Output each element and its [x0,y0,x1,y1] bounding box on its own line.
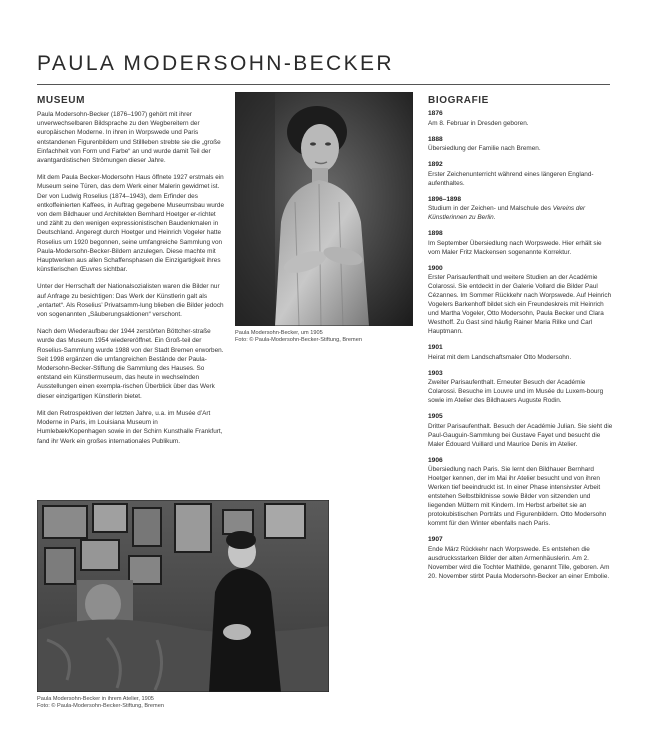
page-title: PAULA MODERSOHN-BECKER [37,52,394,75]
bio-year: 1898 [428,230,443,237]
bio-entry [428,344,613,362]
bio-entry [428,136,613,154]
bio-year: 1900 [428,264,443,272]
bio-entry [428,457,613,529]
title-rule [37,84,610,85]
bio-year: 1896–1898 [428,195,462,203]
bio-text: Übersiedlung der Familie nach Bremen. [428,145,541,152]
caption-line: Foto: © Paula-Modersohn-Becker-Stiftung, Bremen [37,703,164,710]
caption-line: Paula Modersohn-Becker, um 1905 [235,330,323,336]
bio-entry [428,196,613,223]
portrait-caption [235,330,362,345]
bio-text-plain: Studium in der Zeichen- und Malschule des [428,205,553,212]
bio-year: 1903 [428,369,443,377]
bio-year: 1901 [428,344,443,351]
bio-year: 1905 [428,413,443,420]
biografie-list [428,110,613,589]
bio-text: Im September Übersiedlung nach Worpswede. Hier erhält sie vom Maler Fritz Mackensen sogenannte Korrektur. [428,239,602,256]
atelier-photo [37,500,329,692]
museum-heading: MUSEUM [37,95,86,106]
atelier-caption [37,696,164,711]
bio-entry [428,110,613,128]
bio-year: 1888 [428,135,443,143]
bio-entry [428,370,613,406]
bio-entry [428,230,613,257]
bio-text [428,204,613,222]
museum-paragraph: Paula Modersohn-Becker (1876–1907) gehört mit ihrer unverwechselbaren Bildsprache zu den Wegbereitern der europäischen Moderne. In ihren in Worpswede und Paris entstandenen Figurenbildern und Stillleben strebte sie die „große Einfachheit von Form und Farbe“ an und wurde damit Teil der avantgardistischen Strömungen dieser Jahre. [37,111,221,165]
bio-entry [428,536,613,581]
bio-text: Am 8. Februar in Dresden geboren. [428,119,529,127]
bio-text-italic: Vereins der Künstlerinnen zu Berlin. [428,205,586,221]
bio-entry [428,413,613,449]
bio-text: Dritter Parisaufenthalt. Besuch der Académie Julian. Sie sieht die Paul-Gauguin-Sammlung bei Gustave Fayet und besucht die Maler Édouard Vuillard und Maurice Denis im Atelier. [428,422,613,448]
bio-text: Erster Zeichenunterricht während eines längeren England-aufenthaltes. [428,170,594,187]
caption-line: Paula Modersohn-Becker in ihrem Atelier, 1905 [37,696,154,702]
museum-text [37,110,227,454]
bio-year: 1906 [428,456,443,464]
bio-text: Erster Parisaufenthalt und weitere Studien an der Académie Colarossi. Sie entdeckt in der Galerie Vollard die Bilder Paul Cézannes. Im Sommer Rückkehr nach Worpswede. Auf Heinrich Vogelers Barkenhoff bildet sich ein Freundeskreis mit Heinrich und Martha Vogeler, Otto Modersohn, Paula Becker und Clara Westhoff. Zu Gast sind häufig Rainer Maria Rilke und Carl Hauptmann. [428,274,612,335]
caption-line: Foto: © Paula-Modersohn-Becker-Stiftung, Bremen [235,337,362,344]
bio-text: Übersiedlung nach Paris. Sie lernt den Bildhauer Bernhard Hoetger kennen, der im Mai ihr Atelier besucht und von ihren Werken tief beeindruckt ist. In einer Phase intensivster Arbeit entstehen Selbstbildnisse sowie Bilder von sitzenden und liegenden Müttern mit Kindern. Im Herbst arbeitet sie an protokubistischen Porträts und Figurenbildern. Otto Modersohn kommt für den Winter ebenfalls nach Paris. [428,466,607,527]
museum-paragraph: Unter der Herrschaft der Nationalsozialisten waren die Bilder nur auf Anfrage zu besichtigen: Das Werk der Künstlerin galt als „entartet“. Als Roselius’ Privatsamm-lung blieben die Bilder jedoch von sogenannten „Säuberungsaktionen“ verschont. [37,283,224,319]
bio-text: Heirat mit dem Landschaftsmaler Otto Modersohn. [428,353,572,361]
bio-entry [428,265,613,337]
bio-year: 1907 [428,536,443,543]
biografie-heading: BIOGRAFIE [428,95,489,106]
bio-entry [428,161,613,188]
museum-paragraph: Mit dem Paula Becker-Modersohn Haus öffnete 1927 erstmals ein Museum seine Türen, das dem Werk einer Malerin gewidmet ist. Der von Ludwig Roselius (1874–1943), dem Erfinder des entkoffeinierten Kaffees, in Auftrag gegebene Museumsbau wurde von dem Bildhauer und Architekten Bernhard Hoetger er-richtet und zählt zu den wenigen expressionistischen Baudenkmalen in Deutschland. Angeregt durch Hoetger und Heinrich Vogeler hatte Roselius um 1920 begonnen, seine umfangreiche Sammlung von Paula-Modersohn-Becker-Bildern anzulegen. Diese machte mit Hauptwerken aus allen Schaffensphasen die Einzigartigkeit ihres künstlerischen Œuvres sichtbar. [37,174,224,274]
museum-paragraph: Nach dem Wiederaufbau der 1944 zerstörten Böttcher-straße wurde das Museum 1954 wiedereröffnet. Ein Groß-teil der Roselius-Sammlung wurde 1988 von der Stadt Bremen erworben. Seit 1998 ergänzen die umfangreichen Bestände der Paula-Modersohn-Becker-Stiftung die Sammlung des Hauses. So entstand ein Künstlermuseum, das heute in wechselnden Ausstellungen einen exempla-rischen Überblick über das Werk dieser einzigartigen Künstlerin bietet. [37,328,224,400]
bio-text: Ende März Rückkehr nach Worpswede. Es entstehen die ausdrucksstarken Bilder der alten Armenhäuslerin. Am 2. November wird die Tochter Mathilde, genannt Tille, geboren. Am 20. November stirbt Paula Modersohn-Becker an einer Embolie. [428,545,610,580]
bio-text: Zweiter Parisaufenthalt. Erneuter Besuch der Académie Colarossi. Besuche im Louvre und im Musée du Luxem-bourg sowie im Atelier des Bildhauers Auguste Rodin. [428,379,604,404]
bio-year: 1876 [428,110,443,117]
museum-paragraph: Mit den Retrospektiven der letzten Jahre, u.a. im Musée d’Art Moderne in Paris, im Louisiana Museum in Humlebæk/Kopenhagen sowie in der Schirn Kunsthalle Frankfurt, fand ihr Werk ein großes internationales Publikum. [37,409,223,445]
bio-year: 1892 [428,161,443,168]
portrait-photo [235,92,413,326]
